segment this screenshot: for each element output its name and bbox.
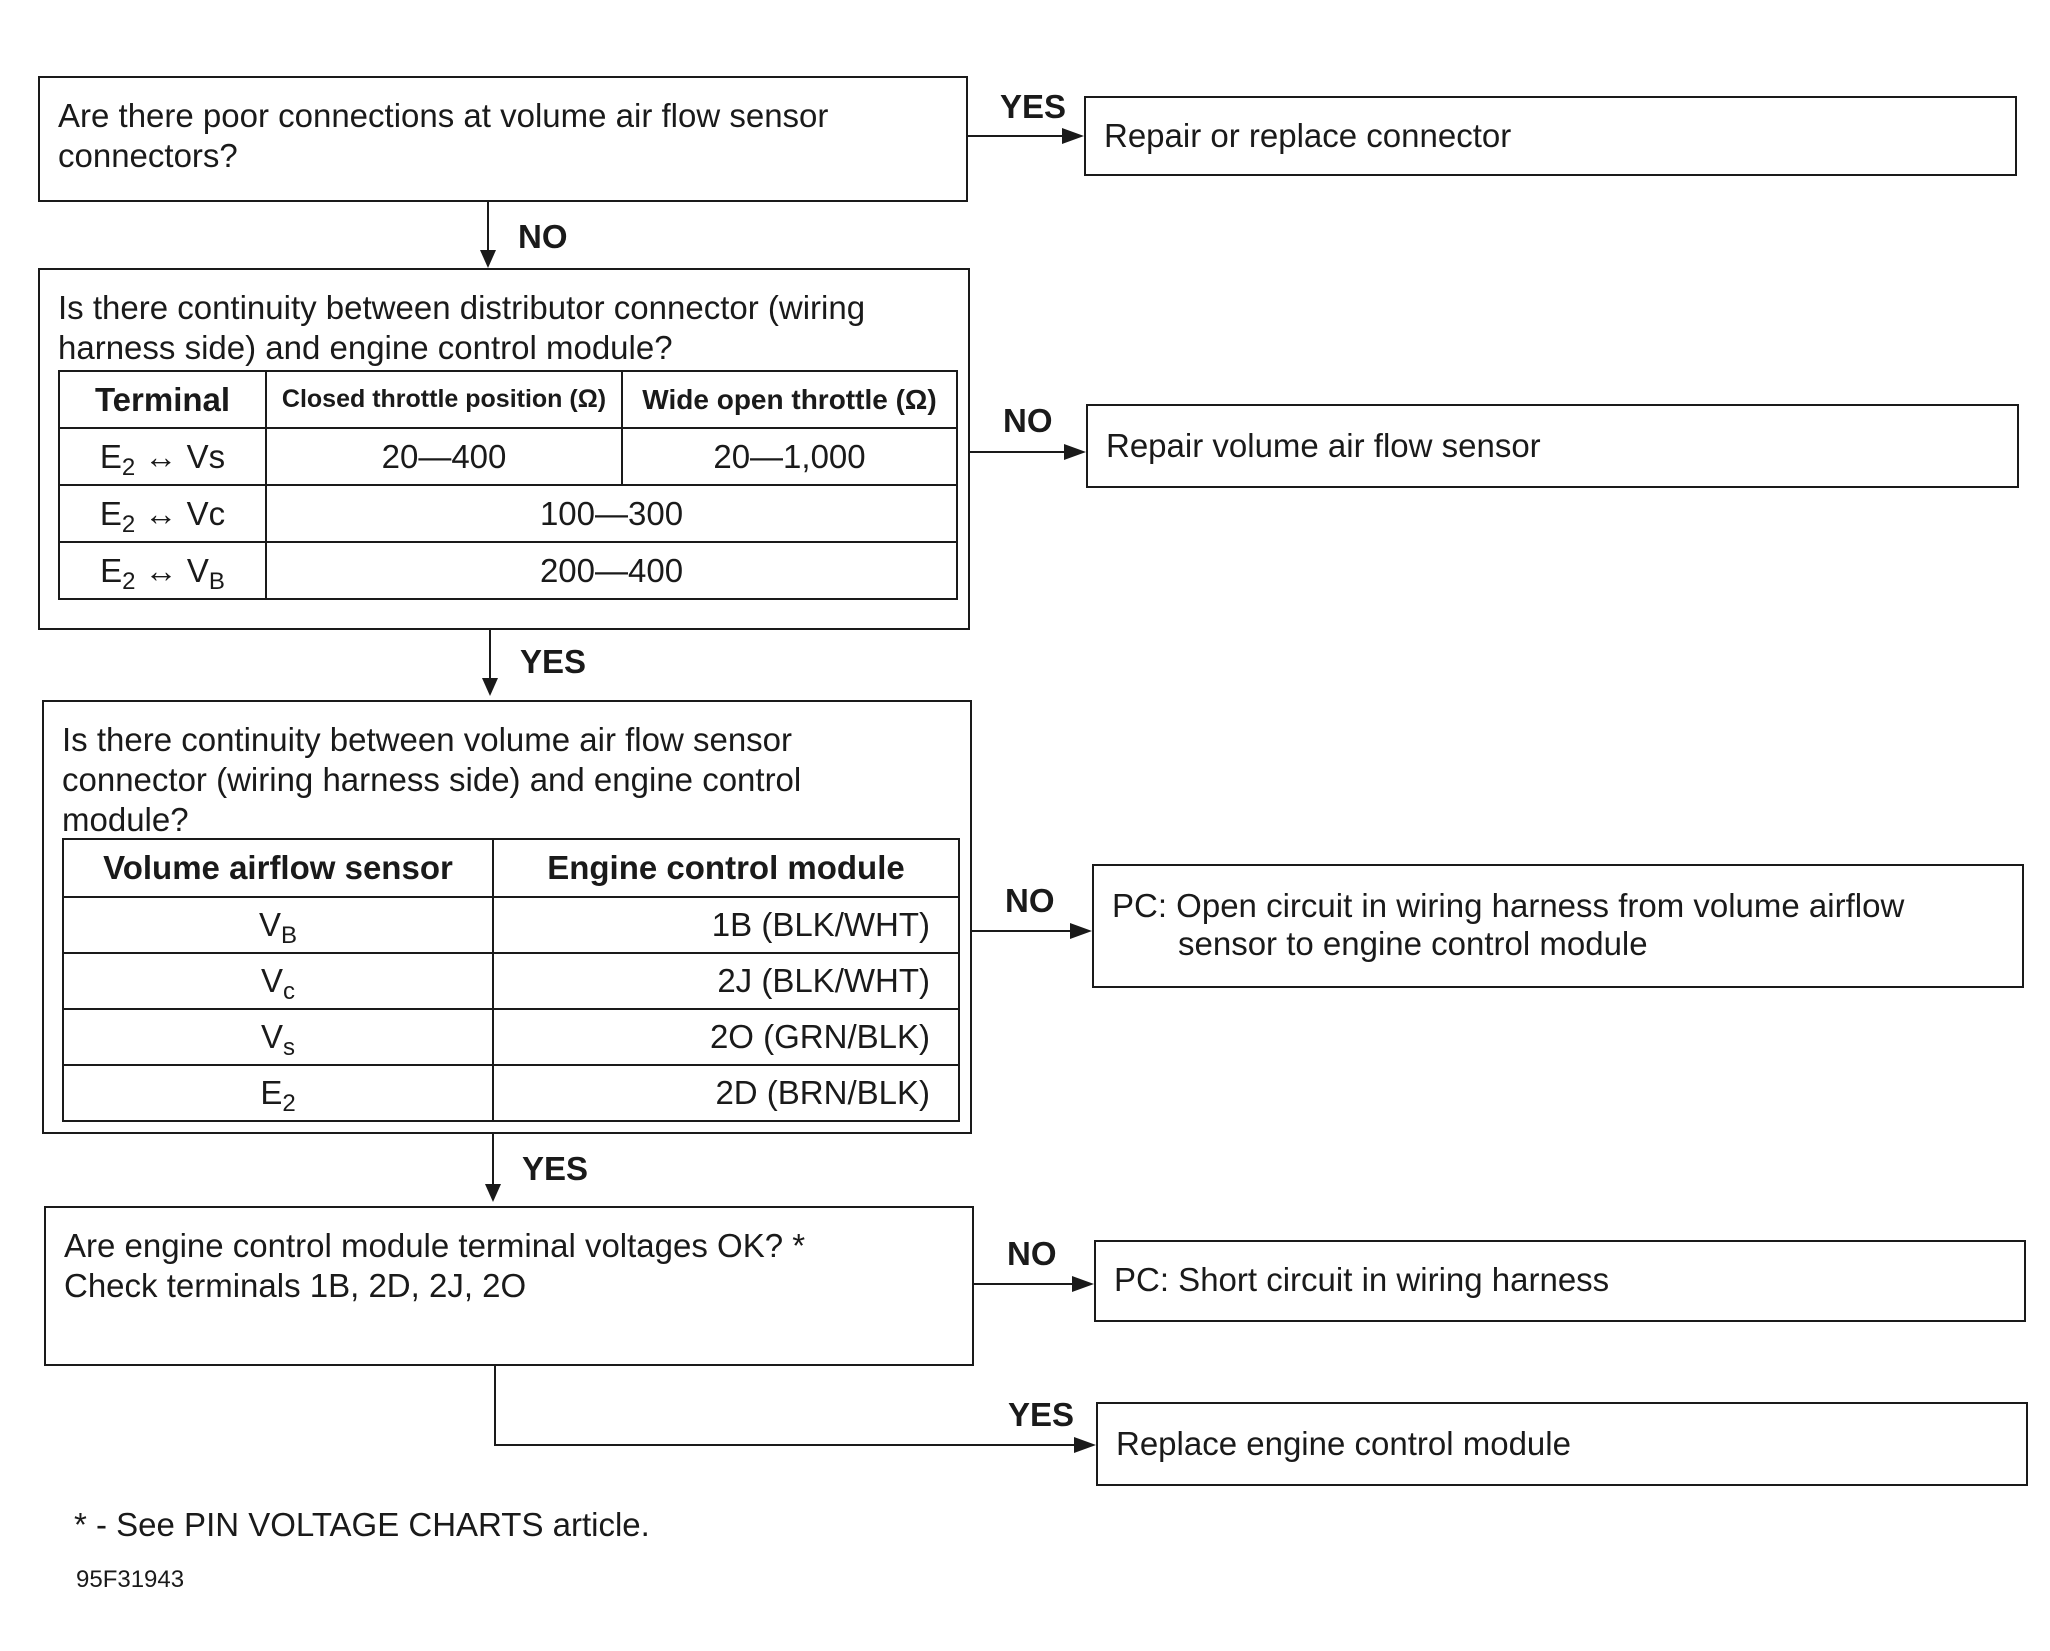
header-engine-control-module: Engine control module xyxy=(493,839,959,897)
q4-yes-arrow xyxy=(1074,1437,1096,1453)
footnote: * - See PIN VOLTAGE CHARTS article. xyxy=(74,1506,650,1543)
result-open-circuit-line1: PC: Open circuit in wiring harness from volume airflow xyxy=(1112,887,1905,924)
q4-yes-shaft xyxy=(494,1444,1076,1446)
result-replace-ecm-text: Replace engine control module xyxy=(1116,1425,1571,1462)
sensor-cell: $E_2$ xyxy=(63,1065,493,1121)
q3-yes-arrow xyxy=(485,1184,501,1202)
table-row xyxy=(63,1009,959,1065)
result-short-circuit-box xyxy=(1094,1240,2026,1322)
terminal-cell: $E_2$ ↔ $V_B$ xyxy=(59,542,266,599)
value-cell: 200—400 xyxy=(266,542,957,599)
q4-no-shaft xyxy=(974,1283,1074,1285)
question-4-box xyxy=(44,1206,974,1366)
sensor-ecm-table xyxy=(62,838,960,1122)
ecm-cell: 1B (BLK/WHT) xyxy=(493,897,959,953)
result-short-circuit-text: PC: Short circuit in wiring harness xyxy=(1114,1261,1610,1298)
question-4-line1: Are engine control module terminal voltages OK? * xyxy=(64,1227,806,1264)
question-4-line2: Check terminals 1B, 2D, 2J, 2O xyxy=(64,1267,527,1304)
q3-yes-connector xyxy=(492,1134,494,1186)
question-1-box xyxy=(38,76,968,202)
table-row xyxy=(59,485,957,542)
terminal-resistance-table xyxy=(58,370,958,600)
q1-yes-label: YES xyxy=(1000,88,1067,125)
q2-no-shaft xyxy=(970,451,1066,453)
result-open-circuit-box xyxy=(1092,864,2024,988)
q4-no-label: NO xyxy=(1007,1235,1057,1272)
q4-no-arrow xyxy=(1072,1276,1094,1292)
q1-yes-arrow xyxy=(1062,128,1084,144)
result-repair-connector-text: Repair or replace connector xyxy=(1104,117,1512,154)
q3-no-label: NO xyxy=(1005,882,1055,919)
table-row xyxy=(63,1065,959,1121)
table-row xyxy=(63,953,959,1009)
table-row xyxy=(63,897,959,953)
q2-no-arrow xyxy=(1064,444,1086,460)
closed-value-cell: 20—400 xyxy=(266,428,622,485)
q4-yes-drop xyxy=(494,1366,496,1446)
table-row xyxy=(59,428,957,485)
figure-code: 95F31943 xyxy=(76,1566,185,1593)
q2-yes-connector xyxy=(489,630,491,680)
q1-no-label: NO xyxy=(518,218,568,255)
question-1-text: Are there poor connections at volume air flow sensor connectors? xyxy=(58,97,829,174)
sensor-cell: $V_B$ xyxy=(63,897,493,953)
wide-value-cell: 20—1,000 xyxy=(622,428,957,485)
q3-no-shaft xyxy=(972,930,1072,932)
result-repair-sensor-text: Repair volume air flow sensor xyxy=(1106,427,1541,464)
result-repair-connector-box xyxy=(1084,96,2017,176)
q1-no-connector xyxy=(487,202,489,252)
q1-yes-shaft xyxy=(1030,135,1064,137)
header-terminal: Terminal xyxy=(59,371,266,428)
q2-no-label: NO xyxy=(1003,402,1053,439)
sensor-cell: $V_s$ xyxy=(63,1009,493,1065)
q1-no-arrow xyxy=(480,250,496,268)
terminal-cell: $E_2$ ↔ Vc xyxy=(59,485,266,542)
result-replace-ecm-box xyxy=(1096,1402,2028,1486)
q2-yes-arrow xyxy=(482,678,498,696)
terminal-cell: $E_2$ ↔ Vs xyxy=(59,428,266,485)
q3-yes-label: YES xyxy=(522,1150,589,1187)
question-2-text: Is there continuity between distributor connector (wiring harness side) and engine control module? xyxy=(58,289,866,366)
header-volume-airflow-sensor: Volume airflow sensor xyxy=(63,839,493,897)
result-open-circuit-line2: sensor to engine control module xyxy=(1178,925,1648,962)
value-cell: 100—300 xyxy=(266,485,957,542)
table-row xyxy=(59,542,957,599)
result-repair-sensor-box xyxy=(1086,404,2019,488)
q1-yes-connector xyxy=(968,135,1030,137)
ecm-cell: 2O (GRN/BLK) xyxy=(493,1009,959,1065)
header-closed-throttle: Closed throttle position (Ω) xyxy=(266,371,622,428)
ecm-cell: 2J (BLK/WHT) xyxy=(493,953,959,1009)
question-3-text: Is there continuity between volume air flow sensor connector (wiring harness side) and engine control module? xyxy=(62,721,802,838)
q4-yes-label: YES xyxy=(1008,1396,1075,1433)
ecm-cell: 2D (BRN/BLK) xyxy=(493,1065,959,1121)
header-wide-open-throttle: Wide open throttle (Ω) xyxy=(622,371,957,428)
sensor-cell: $V_c$ xyxy=(63,953,493,1009)
q2-yes-label: YES xyxy=(520,643,587,680)
q3-no-arrow xyxy=(1070,923,1092,939)
